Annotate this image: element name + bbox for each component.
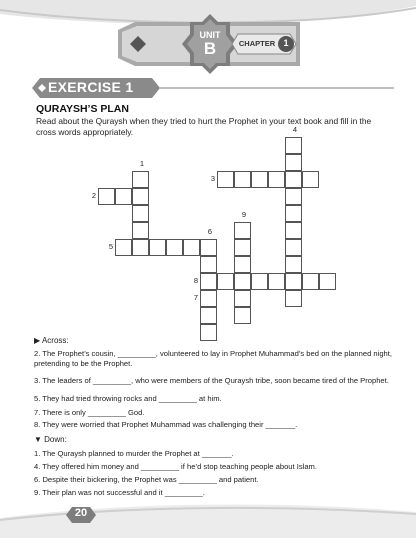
- crossword-cell[interactable]: [132, 205, 149, 222]
- crossword-cell[interactable]: [217, 273, 234, 290]
- crossword-cell[interactable]: [132, 222, 149, 239]
- crossword-cell[interactable]: [200, 273, 217, 290]
- crossword-cell[interactable]: [132, 171, 149, 188]
- crossword-cell[interactable]: [149, 239, 166, 256]
- crossword-cell[interactable]: [234, 290, 251, 307]
- across-clue-8: 8. They were worried that Prophet Muhammad was challenging their _______.: [34, 420, 298, 429]
- crossword-cell[interactable]: [251, 273, 268, 290]
- triangle-right-icon: ▶: [34, 336, 41, 345]
- crossword-cell[interactable]: [285, 290, 302, 307]
- clue-number-7: 7: [193, 293, 199, 302]
- chapter-number: 1: [283, 38, 289, 48]
- clue-number-1: 1: [139, 159, 145, 168]
- crossword-cell[interactable]: [302, 273, 319, 290]
- clue-number-2: 2: [91, 191, 97, 200]
- crossword-cell[interactable]: [234, 171, 251, 188]
- crossword-cell[interactable]: [234, 222, 251, 239]
- crossword-cell[interactable]: [217, 171, 234, 188]
- unit-label: UNIT: [199, 30, 221, 40]
- clue-number-4: 4: [292, 125, 298, 134]
- crossword-cell[interactable]: [319, 273, 336, 290]
- page-number: 20: [74, 507, 88, 519]
- down-clue-1: 1. The Quraysh planned to murder the Prophet at _______.: [34, 449, 234, 458]
- crossword-cell[interactable]: [285, 188, 302, 205]
- section-title: QURAYSH’S PLAN: [36, 103, 129, 115]
- triangle-down-icon: ▼: [34, 435, 42, 444]
- crossword-cell[interactable]: [166, 239, 183, 256]
- clue-number-8: 8: [193, 276, 199, 285]
- exercise-title: EXERCISE 1: [48, 79, 134, 95]
- crossword-cell[interactable]: [285, 137, 302, 154]
- clue-number-9: 9: [241, 210, 247, 219]
- across-clue-2: 2. The Prophet’s cousin, _________, volunteered to lay in Prophet Muhammad’s bed on the planned night, pretending to be the Prophet.: [34, 349, 392, 368]
- crossword-cell[interactable]: [285, 273, 302, 290]
- crossword-cell[interactable]: [268, 273, 285, 290]
- crossword-cell[interactable]: [285, 222, 302, 239]
- clue-number-5: 5: [108, 242, 114, 251]
- crossword-cell[interactable]: [132, 188, 149, 205]
- crossword-cell[interactable]: [285, 239, 302, 256]
- crossword-cell[interactable]: [183, 239, 200, 256]
- crossword-cell[interactable]: [200, 290, 217, 307]
- crossword-cell[interactable]: [234, 256, 251, 273]
- down-header: [34, 435, 67, 444]
- crossword-cell[interactable]: [200, 307, 217, 324]
- clue-number-3: 3: [210, 174, 216, 183]
- across-clue-3: 3. The leaders of _________, who were members of the Quraysh tribe, soon became tired of the Prophet.: [34, 376, 389, 385]
- unit-letter: B: [203, 39, 217, 58]
- chapter-label: CHAPTER: [238, 39, 276, 48]
- crossword-cell[interactable]: [285, 205, 302, 222]
- across-clue-7: 7. There is only _________ God.: [34, 408, 145, 417]
- across-header: [34, 336, 69, 345]
- across-clue-5: 5. They had tried throwing rocks and _________ at him.: [34, 394, 222, 403]
- crossword-cell[interactable]: [115, 239, 132, 256]
- footer-swoosh: [0, 498, 416, 538]
- crossword-cell[interactable]: [234, 273, 251, 290]
- crossword-cell[interactable]: [234, 307, 251, 324]
- crossword-cell[interactable]: [115, 188, 132, 205]
- crossword-cell[interactable]: [302, 171, 319, 188]
- crossword-cell[interactable]: [200, 324, 217, 341]
- across-heading: Across:: [41, 336, 69, 345]
- crossword-cell[interactable]: [285, 256, 302, 273]
- crossword-cell[interactable]: [98, 188, 115, 205]
- crossword-cell[interactable]: [268, 171, 285, 188]
- crossword-cell[interactable]: [285, 171, 302, 188]
- crossword-cell[interactable]: [200, 256, 217, 273]
- instructions-text: Read about the Quraysh when they tried to hurt the Prophet in your text book and fill in the cross words appropriately.: [36, 116, 372, 137]
- crossword-cell[interactable]: [234, 239, 251, 256]
- crossword-cell[interactable]: [251, 171, 268, 188]
- down-clue-6: 6. Despite their bickering, the Prophet was _________ and patient.: [34, 475, 259, 484]
- down-clue-9: 9. Their plan was not successful and it _________.: [34, 488, 205, 497]
- crossword-cell[interactable]: [132, 239, 149, 256]
- crossword-cell[interactable]: [285, 154, 302, 171]
- down-clue-4: 4. They offered him money and _________ if he’d stop teaching people about Islam.: [34, 462, 317, 471]
- clue-number-6: 6: [207, 227, 213, 236]
- down-heading: Down:: [44, 435, 67, 444]
- crossword-cell[interactable]: [200, 239, 217, 256]
